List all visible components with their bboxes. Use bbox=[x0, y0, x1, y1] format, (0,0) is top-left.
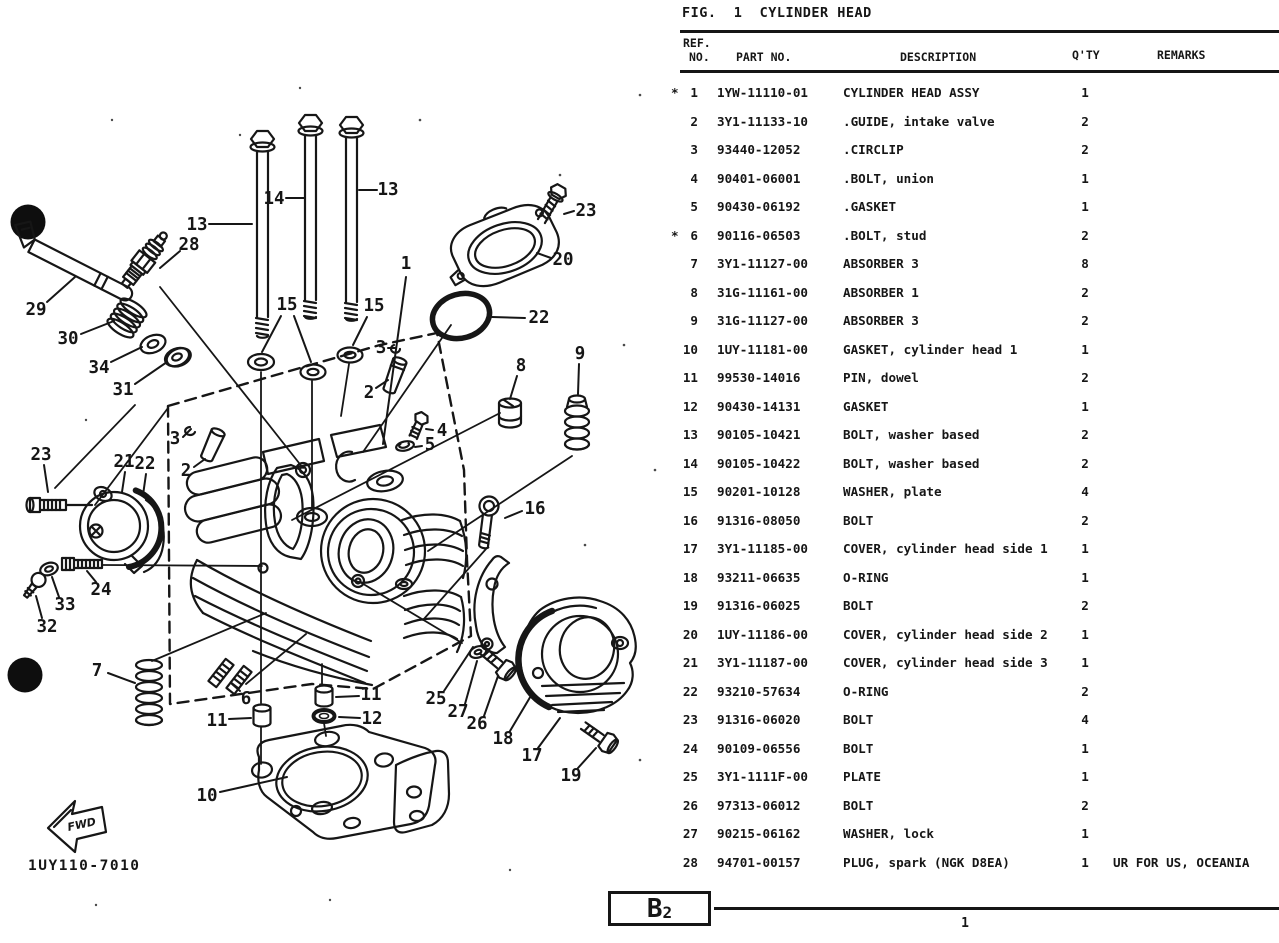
table-row bbox=[668, 685, 1279, 701]
table-row bbox=[668, 229, 1279, 245]
section-badge bbox=[608, 891, 711, 926]
callout-13: 13 bbox=[377, 180, 399, 200]
cell-desc: GASKET bbox=[843, 398, 889, 414]
callout-28: 28 bbox=[178, 235, 200, 255]
callout-leader bbox=[44, 465, 48, 492]
cell-qty: 2 bbox=[1081, 284, 1089, 300]
callout-leader bbox=[376, 380, 388, 388]
callout-leader bbox=[36, 596, 42, 618]
cell-qty: 2 bbox=[1081, 512, 1089, 528]
plate-25 bbox=[474, 556, 509, 653]
cell-part: 90401-06001 bbox=[717, 170, 801, 186]
callout-3: 3 bbox=[375, 338, 387, 358]
cell-part: 90215-06162 bbox=[717, 826, 801, 841]
divider-top bbox=[680, 30, 1279, 33]
cell-part: 1YW-11110-01 bbox=[717, 85, 808, 100]
cell-qty: 1 bbox=[1081, 626, 1089, 642]
callout-2: 2 bbox=[363, 383, 375, 403]
cell-desc: PLATE bbox=[843, 769, 881, 784]
callout-23: 23 bbox=[575, 201, 597, 221]
page-number: 1 bbox=[961, 916, 969, 931]
table-row bbox=[668, 86, 1279, 102]
cell-part: 3Y1-11187-00 bbox=[717, 655, 808, 670]
cell-part: 93440-12052 bbox=[717, 142, 801, 157]
bolt-23-left bbox=[27, 498, 67, 512]
cell-qty: 1 bbox=[1081, 655, 1089, 670]
cell-desc: ABSORBER 3 bbox=[843, 256, 919, 271]
cell-ref: 19 bbox=[682, 598, 698, 613]
cell-ref: 2 bbox=[690, 113, 698, 129]
header-qty: Q'TY bbox=[1072, 48, 1100, 62]
dowel-pin-right bbox=[316, 686, 333, 707]
cell-qty: 1 bbox=[1081, 170, 1089, 186]
table-row bbox=[668, 257, 1279, 273]
callout-19: 19 bbox=[560, 766, 582, 786]
callout-leader bbox=[47, 277, 75, 302]
callout-4: 4 bbox=[436, 421, 448, 441]
cell-part: 31G-11127-00 bbox=[717, 313, 808, 328]
cell-part: 90430-14131 bbox=[717, 398, 801, 414]
table-row bbox=[668, 827, 1279, 843]
parts-table bbox=[668, 0, 1279, 943]
cell-ref: 4 bbox=[690, 170, 698, 186]
absorber-9 bbox=[565, 396, 589, 450]
callout-29: 29 bbox=[25, 300, 47, 320]
divider-header bbox=[680, 70, 1279, 73]
cell-ref: 14 bbox=[682, 455, 698, 471]
callout-15: 15 bbox=[363, 296, 385, 316]
callout-leader bbox=[465, 661, 477, 704]
callout-leader bbox=[538, 718, 560, 748]
cell-desc: PIN, dowel bbox=[843, 370, 919, 385]
cell-ref: 15 bbox=[682, 484, 698, 499]
cell-desc: CYLINDER HEAD ASSY bbox=[843, 85, 980, 100]
callout-24: 24 bbox=[90, 580, 112, 600]
callout-13: 13 bbox=[186, 215, 208, 235]
callout-leader bbox=[81, 321, 114, 334]
cell-part: 94701-00157 bbox=[717, 854, 801, 870]
absorber-8 bbox=[499, 399, 521, 428]
spring-30 bbox=[105, 295, 149, 341]
cell-ref: 6 bbox=[690, 227, 698, 243]
header-ref-line2: NO. bbox=[689, 50, 710, 64]
cell-part: 90201-10128 bbox=[717, 484, 801, 499]
callout-31: 31 bbox=[112, 380, 134, 400]
cell-qty: 1 bbox=[1081, 769, 1089, 784]
washer-33 bbox=[39, 561, 60, 578]
cell-qty: 1 bbox=[1081, 569, 1089, 585]
cell-qty: 1 bbox=[1081, 854, 1089, 870]
cell-desc: O-RING bbox=[843, 683, 889, 699]
callout-leader bbox=[336, 696, 359, 697]
o-ring-18 bbox=[518, 611, 552, 707]
bolt-14 bbox=[299, 115, 323, 319]
cell-part: 90430-06192 bbox=[717, 199, 801, 214]
cell-rem: UR FOR US, OCEANIA bbox=[1113, 854, 1250, 870]
callout-9: 9 bbox=[574, 344, 586, 364]
callout-1: 1 bbox=[400, 254, 412, 274]
callout-leader bbox=[492, 317, 525, 318]
cell-qty: 1 bbox=[1081, 199, 1089, 214]
cell-part: 3Y1-1111F-00 bbox=[717, 769, 808, 784]
callout-leader bbox=[578, 364, 579, 394]
table-row bbox=[668, 343, 1279, 359]
callout-18: 18 bbox=[492, 729, 514, 749]
table-row bbox=[668, 286, 1279, 302]
table-row bbox=[668, 428, 1279, 444]
cell-desc: WASHER, plate bbox=[843, 484, 942, 499]
callout-leader bbox=[135, 362, 167, 384]
callout-leader bbox=[108, 673, 135, 683]
cell-part: 90105-10422 bbox=[717, 455, 801, 471]
cell-desc: COVER, cylinder head side 2 bbox=[843, 626, 1048, 642]
spark-plug bbox=[117, 227, 174, 292]
cell-part: 99530-14016 bbox=[717, 370, 801, 385]
callout-leader bbox=[122, 472, 125, 492]
cell-ref: 28 bbox=[682, 854, 698, 870]
callout-14: 14 bbox=[263, 189, 285, 209]
cell-qty: 2 bbox=[1081, 455, 1089, 471]
o-ring-22 bbox=[427, 287, 495, 345]
cylinder-head-body bbox=[177, 425, 466, 685]
cell-ref: 10 bbox=[682, 341, 698, 357]
callout-leader bbox=[111, 347, 142, 362]
table-row bbox=[668, 172, 1279, 188]
callout-leader bbox=[578, 748, 596, 768]
callout-21: 21 bbox=[113, 452, 135, 472]
cell-part: 93211-06635 bbox=[717, 569, 801, 585]
cell-desc: BOLT bbox=[843, 740, 874, 756]
cell-desc: BOLT, washer based bbox=[843, 455, 980, 471]
diagram-code: 1UY110-7010 bbox=[28, 858, 141, 874]
section-number: 2 bbox=[662, 903, 673, 922]
cell-desc: O-RING bbox=[843, 569, 889, 585]
table-row bbox=[668, 856, 1279, 872]
cell-ref: 11 bbox=[682, 370, 698, 385]
callout-leader bbox=[415, 446, 422, 447]
washer-31 bbox=[162, 344, 193, 371]
callout-15: 15 bbox=[276, 295, 298, 315]
table-row bbox=[668, 485, 1279, 501]
table-row bbox=[668, 314, 1279, 330]
cell-desc: COVER, cylinder head side 3 bbox=[843, 655, 1048, 670]
callout-11: 11 bbox=[206, 711, 228, 731]
callout-17: 17 bbox=[521, 746, 543, 766]
cell-desc: .BOLT, union bbox=[843, 170, 934, 186]
punch-hole-bottom bbox=[8, 658, 43, 693]
cell-qty: 2 bbox=[1081, 598, 1089, 613]
table-row bbox=[668, 514, 1279, 530]
callout-leader bbox=[484, 676, 498, 716]
table-row bbox=[668, 799, 1279, 815]
header-part-no: PART NO. bbox=[736, 50, 792, 64]
table-row bbox=[668, 143, 1279, 159]
cell-ref: 25 bbox=[682, 769, 698, 784]
cell-qty: 1 bbox=[1081, 341, 1089, 357]
cell-qty: 2 bbox=[1081, 683, 1089, 699]
cell-ref: 7 bbox=[690, 256, 698, 271]
callout-leader bbox=[339, 717, 360, 718]
cell-qty: 2 bbox=[1081, 370, 1089, 385]
cell-part: 3Y1-11133-10 bbox=[717, 113, 808, 129]
header-remarks: REMARKS bbox=[1157, 48, 1206, 62]
washer-15 bbox=[248, 348, 363, 380]
cell-desc: WASHER, lock bbox=[843, 826, 934, 841]
washer-34 bbox=[138, 331, 168, 357]
bolt-13-left bbox=[251, 131, 275, 338]
cell-desc: GASKET, cylinder head 1 bbox=[843, 341, 1018, 357]
cell-qty: 2 bbox=[1081, 797, 1089, 813]
cell-qty: 1 bbox=[1081, 85, 1089, 100]
callout-5: 5 bbox=[424, 435, 436, 455]
o-ring-22-left bbox=[129, 490, 161, 567]
callout-32: 32 bbox=[36, 617, 58, 637]
cell-desc: BOLT bbox=[843, 512, 874, 528]
cell-qty: 4 bbox=[1081, 484, 1089, 499]
cell-part: 91316-08050 bbox=[717, 512, 801, 528]
header-ref-line1: REF. bbox=[683, 36, 711, 50]
cell-ref: 27 bbox=[682, 826, 698, 841]
table-row bbox=[668, 742, 1279, 758]
cell-part: 91316-06020 bbox=[717, 712, 801, 727]
cell-desc: BOLT bbox=[843, 797, 874, 813]
callout-leader bbox=[510, 376, 517, 399]
callout-leader bbox=[194, 459, 205, 467]
cell-part: 3Y1-11185-00 bbox=[717, 541, 808, 556]
section-letter: B bbox=[646, 893, 663, 924]
callout-30: 30 bbox=[57, 329, 79, 349]
cell-ref: 5 bbox=[690, 199, 698, 214]
callout-leader bbox=[510, 694, 532, 731]
cell-ref: 23 bbox=[682, 712, 698, 727]
cell-qty: 8 bbox=[1081, 256, 1089, 271]
cell-part: 1UY-11181-00 bbox=[717, 341, 808, 357]
callout-25: 25 bbox=[425, 689, 447, 709]
cell-ref: 18 bbox=[682, 569, 698, 585]
callout-leader bbox=[383, 277, 406, 444]
callout-2: 2 bbox=[180, 461, 192, 481]
bolt-19 bbox=[578, 717, 621, 756]
callout-6: 6 bbox=[240, 689, 252, 709]
cell-part: 93210-57634 bbox=[717, 683, 801, 699]
cell-ref: 20 bbox=[682, 626, 698, 642]
cell-ref: 17 bbox=[682, 541, 698, 556]
valve-guide-left bbox=[199, 427, 225, 463]
table-row bbox=[668, 400, 1279, 416]
fwd-arrow bbox=[48, 801, 106, 852]
cell-ref: 3 bbox=[690, 142, 698, 157]
cell-desc: COVER, cylinder head side 1 bbox=[843, 541, 1048, 556]
table-row bbox=[668, 571, 1279, 587]
table-row bbox=[668, 200, 1279, 216]
cell-ref: 21 bbox=[682, 655, 698, 670]
cell-part: 90105-10421 bbox=[717, 427, 801, 442]
callout-leader bbox=[294, 316, 311, 362]
cell-star: * bbox=[671, 85, 679, 100]
cell-qty: 2 bbox=[1081, 313, 1089, 328]
cell-ref: 24 bbox=[682, 740, 698, 756]
screw-32 bbox=[20, 570, 48, 601]
table-row bbox=[668, 542, 1279, 558]
callout-10: 10 bbox=[196, 786, 218, 806]
cell-desc: .GUIDE, intake valve bbox=[843, 113, 995, 129]
cell-desc: .CIRCLIP bbox=[843, 142, 904, 157]
callout-23: 23 bbox=[30, 445, 52, 465]
cell-desc: PLUG, spark (NGK D8EA) bbox=[843, 854, 1010, 870]
callout-leader bbox=[564, 211, 574, 214]
cell-star: * bbox=[671, 227, 679, 243]
cell-qty: 2 bbox=[1081, 227, 1089, 243]
cover-side-1 bbox=[520, 598, 635, 713]
dowel-pin-left bbox=[254, 705, 271, 727]
callout-3: 3 bbox=[169, 429, 181, 449]
callout-leader bbox=[505, 511, 522, 518]
callout-11: 11 bbox=[360, 685, 382, 705]
callout-leader bbox=[426, 429, 433, 430]
callout-leader bbox=[229, 718, 251, 719]
cover-side-2 bbox=[434, 192, 566, 297]
gasket-5 bbox=[395, 440, 414, 453]
cell-ref: 13 bbox=[682, 427, 698, 442]
callout-33: 33 bbox=[54, 595, 76, 615]
bolt-16 bbox=[472, 495, 500, 549]
cell-qty: 1 bbox=[1081, 398, 1089, 414]
table-row bbox=[668, 115, 1279, 131]
callout-leader bbox=[160, 251, 180, 268]
bolt-23-top bbox=[534, 182, 569, 225]
cell-desc: BOLT bbox=[843, 712, 874, 727]
callout-12: 12 bbox=[361, 709, 383, 729]
table-row bbox=[668, 599, 1279, 615]
cell-part: 97313-06012 bbox=[717, 797, 801, 813]
cell-desc: .BOLT, stud bbox=[843, 227, 927, 243]
cell-part: 1UY-11186-00 bbox=[717, 626, 808, 642]
cell-part: 90116-06503 bbox=[717, 227, 801, 243]
cell-qty: 2 bbox=[1081, 142, 1089, 157]
cell-ref: 16 bbox=[682, 512, 698, 528]
cell-desc: ABSORBER 1 bbox=[843, 284, 919, 300]
cell-part: 3Y1-11127-00 bbox=[717, 256, 808, 271]
cell-desc: ABSORBER 3 bbox=[843, 313, 919, 328]
callout-26: 26 bbox=[466, 714, 488, 734]
callout-22: 22 bbox=[134, 454, 156, 474]
footer-rule bbox=[714, 907, 1279, 910]
cell-part: 91316-06025 bbox=[717, 598, 801, 613]
head-gasket-10 bbox=[251, 725, 449, 839]
cell-qty: 2 bbox=[1081, 427, 1089, 442]
table-row bbox=[668, 628, 1279, 644]
cell-ref: 8 bbox=[690, 284, 698, 300]
table-row bbox=[668, 770, 1279, 786]
lever-29 bbox=[7, 216, 141, 303]
callout-34: 34 bbox=[88, 358, 110, 378]
callout-leader bbox=[537, 253, 551, 258]
gasket-12 bbox=[314, 710, 335, 722]
fwd-label: FWD bbox=[66, 815, 98, 834]
cell-ref: 12 bbox=[682, 398, 698, 414]
table-row bbox=[668, 457, 1279, 473]
callout-leader bbox=[52, 577, 59, 597]
cell-ref: 1 bbox=[690, 85, 698, 100]
callout-8: 8 bbox=[515, 356, 527, 376]
callout-20: 20 bbox=[552, 250, 574, 270]
cell-part: 31G-11161-00 bbox=[717, 284, 808, 300]
table-row bbox=[668, 656, 1279, 672]
cell-desc: BOLT bbox=[843, 598, 874, 613]
callout-27: 27 bbox=[447, 702, 469, 722]
cell-qty: 1 bbox=[1081, 826, 1089, 841]
cell-qty: 1 bbox=[1081, 740, 1089, 756]
cell-ref: 22 bbox=[682, 683, 698, 699]
cell-ref: 26 bbox=[682, 797, 698, 813]
callout-7: 7 bbox=[91, 661, 103, 681]
bolt-13-right bbox=[340, 117, 364, 321]
absorber-7 bbox=[136, 660, 162, 725]
table-row bbox=[668, 713, 1279, 729]
callout-leader bbox=[444, 647, 473, 691]
cell-ref: 9 bbox=[690, 313, 698, 328]
callout-22: 22 bbox=[528, 308, 550, 328]
header-description: DESCRIPTION bbox=[900, 50, 977, 64]
cell-part: 90109-06556 bbox=[717, 740, 801, 756]
figure-title: FIG. 1 CYLINDER HEAD bbox=[682, 5, 872, 21]
cell-qty: 4 bbox=[1081, 712, 1089, 727]
bolt-24 bbox=[62, 558, 102, 570]
cell-desc: .GASKET bbox=[843, 199, 897, 214]
cell-qty: 2 bbox=[1081, 113, 1089, 129]
cell-qty: 1 bbox=[1081, 541, 1089, 556]
table-row bbox=[668, 371, 1279, 387]
cell-desc: BOLT, washer based bbox=[843, 427, 980, 442]
callout-16: 16 bbox=[524, 499, 546, 519]
